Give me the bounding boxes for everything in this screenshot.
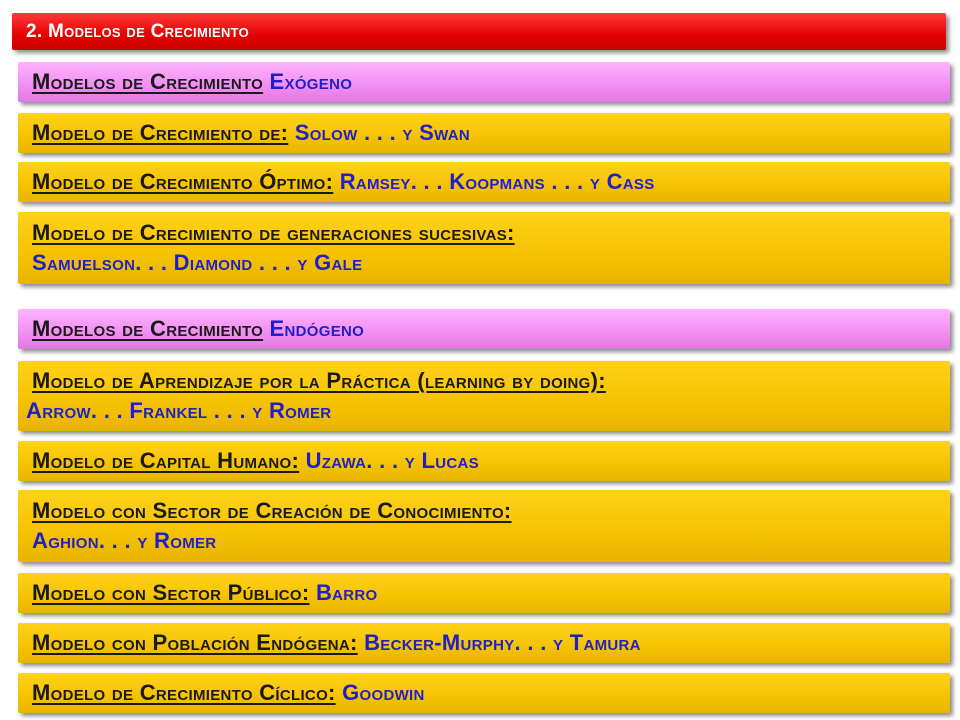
- model-ramsey-koopmans-cass: [18, 162, 950, 202]
- section-title-bar: [12, 13, 946, 50]
- model-authors: Uzawa. . . y Lucas: [305, 448, 479, 473]
- model-label: Modelo de Crecimiento Óptimo:: [32, 169, 334, 194]
- model-label: Modelo con Población Endógena:: [32, 630, 358, 655]
- exogenous-header-bar: [18, 62, 950, 102]
- model-becker-murphy-tamura: [18, 623, 950, 663]
- model-authors: Samuelson. . . Diamond . . . y Gale: [32, 250, 363, 275]
- model-label: Modelo de Aprendizaje por la Práctica (learning by doing):: [32, 368, 606, 393]
- model-label: Modelo con Sector de Creación de Conocimiento:: [32, 498, 512, 523]
- model-authors: Solow . . . y Swan: [294, 120, 471, 145]
- model-label: Modelo de Crecimiento de generaciones sucesivas:: [32, 220, 515, 245]
- model-solow-swan: [18, 113, 950, 153]
- model-authors: Ramsey. . . Koopmans . . . y Cass: [339, 169, 655, 194]
- model-goodwin: [18, 673, 950, 713]
- model-aghion-romer: [18, 490, 950, 562]
- model-barro: [18, 573, 950, 613]
- endogenous-header-label: Modelos de Crecimiento: [32, 316, 264, 341]
- endogenous-header-type: Endógeno: [269, 316, 365, 341]
- model-authors: Aghion. . . y Romer: [32, 528, 217, 553]
- model-authors: Barro: [315, 580, 378, 605]
- model-label: Modelo con Sector Público:: [32, 580, 310, 605]
- model-authors: Arrow. . . Frankel . . . y Romer: [26, 398, 332, 423]
- model-label: Modelo de Crecimiento Cíclico:: [32, 680, 336, 705]
- model-label: Modelo de Capital Humano:: [32, 448, 300, 473]
- exogenous-header-label: Modelos de Crecimiento: [32, 69, 264, 94]
- model-authors: Goodwin: [342, 680, 425, 705]
- exogenous-header-type: Exógeno: [269, 69, 353, 94]
- section-title: 2. Modelos de Crecimiento: [26, 21, 250, 42]
- model-uzawa-lucas: [18, 441, 950, 481]
- model-label: Modelo de Crecimiento de:: [32, 120, 289, 145]
- endogenous-header-bar: [18, 309, 950, 349]
- model-samuelson-diamond-gale: [18, 212, 950, 284]
- model-authors: Becker-Murphy. . . y Tamura: [364, 630, 641, 655]
- model-arrow-frankel-romer: [18, 361, 950, 431]
